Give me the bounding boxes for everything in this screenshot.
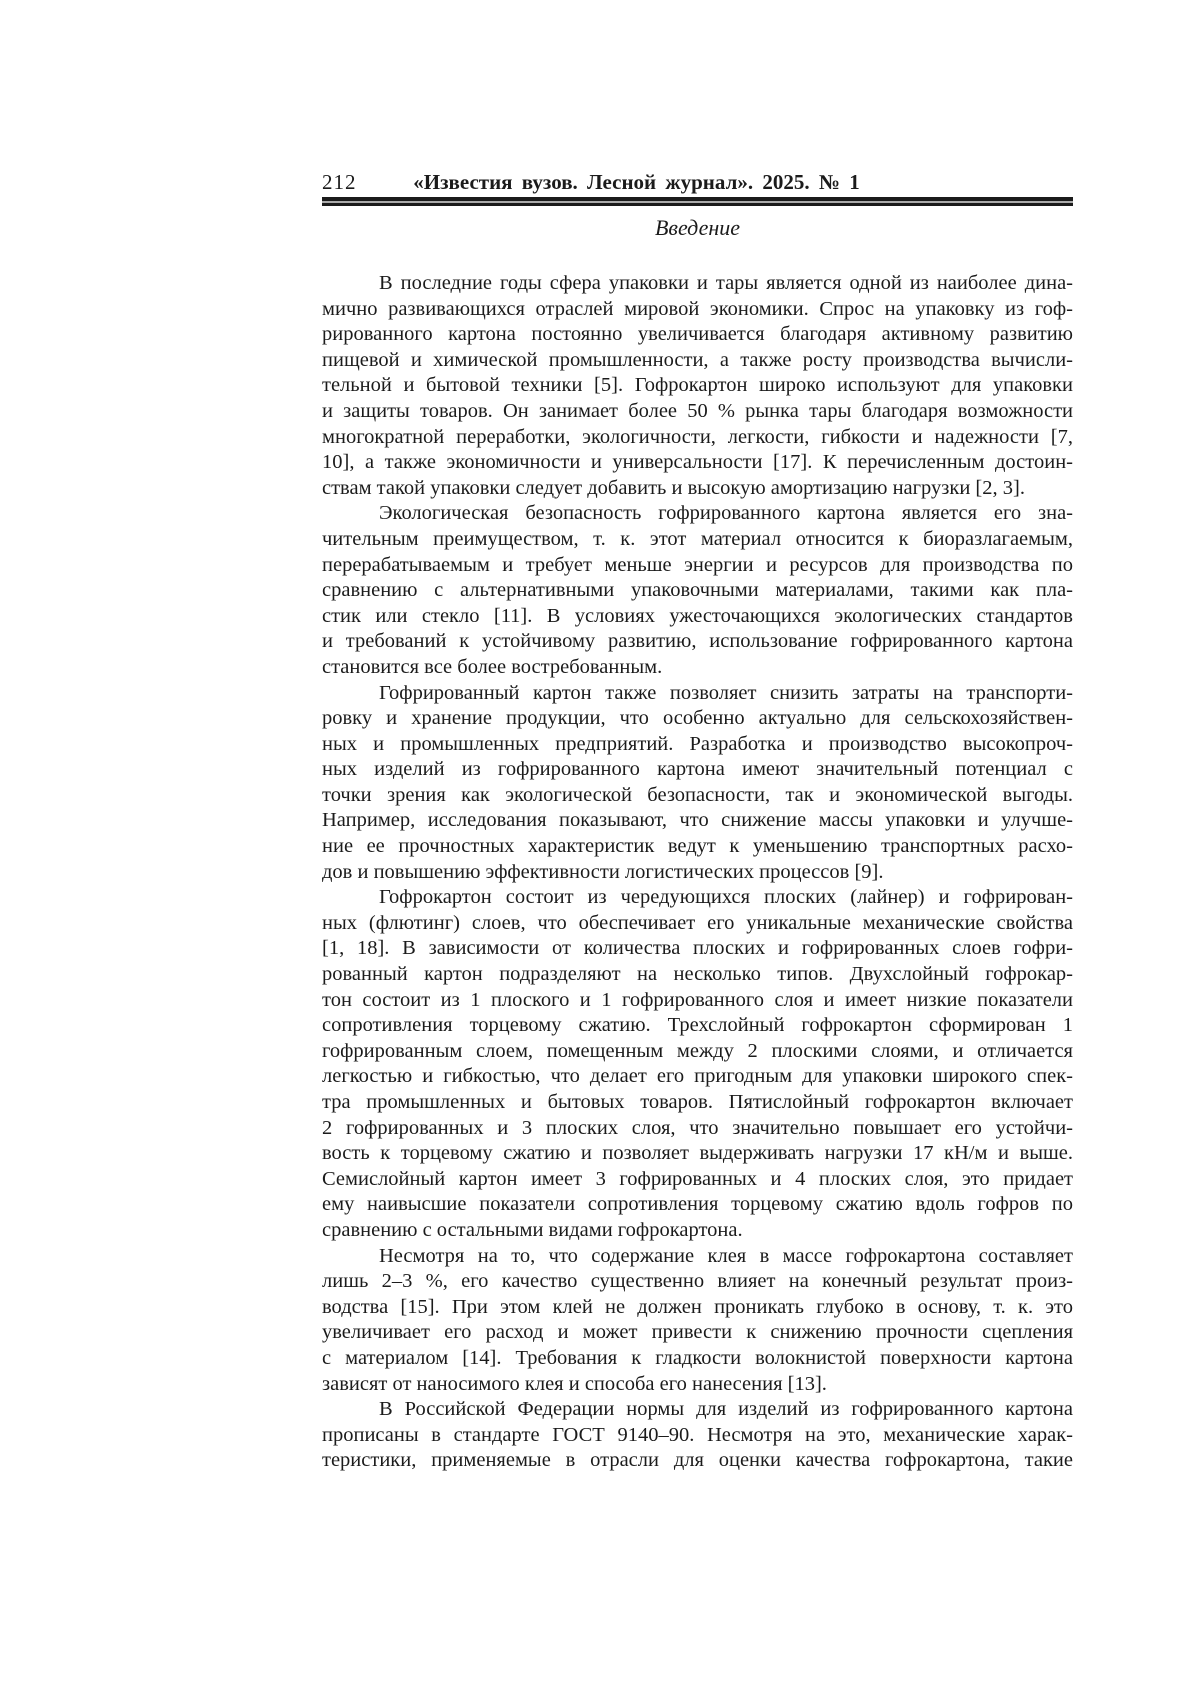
text-line: и защиты товаров. Он занимает более 50 % рынка тары благодаря возможности <box>322 399 1073 422</box>
text-line: Гофрокартон состоит из чередующихся плоских (лайнер) и гофрирован- <box>379 886 1073 909</box>
text-line: тон состоит из 1 плоского и 1 гофрированного слоя и имеет низкие показатели <box>322 988 1073 1011</box>
section-heading: Введение <box>654 215 741 240</box>
text-line: стик или стекло [11]. В условиях ужесточающихся экологических стандартов <box>322 604 1073 627</box>
text-line: прописаны в стандарте ГОСТ 9140–90. Несмотря на это, механические харак- <box>322 1423 1073 1446</box>
text-line: теристики, применяемые в отрасли для оценки качества гофрокартона, такие <box>322 1449 1073 1472</box>
text-line: 10], а также экономичности и универсальности [17]. К перечисленным достоин- <box>322 451 1073 474</box>
text-line: рированного картона постоянно увеличивается благодаря активному развитию <box>322 323 1073 346</box>
text-line: ему наивысшие показатели сопротивления торцевому сжатию вдоль гофров по <box>322 1193 1073 1216</box>
header-rule <box>322 197 1073 206</box>
text-line: ных и промышленных предприятий. Разработка и производство высокопроч- <box>322 732 1073 755</box>
text-line: и требований к устойчивому развитию, использование гофрированного картона <box>322 630 1073 653</box>
text-line: сравнению с альтернативными упаковочными материалами, такими как пла- <box>322 579 1073 602</box>
text-line: ных (флютинг) слоев, что обеспечивает его уникальные механические свойства <box>322 911 1073 934</box>
text-line: В Российской Федерации нормы для изделий из гофрированного картона <box>379 1398 1073 1421</box>
text-line: Несмотря на то, что содержание клея в массе гофрокартона составляет <box>379 1244 1073 1267</box>
text-line: рованный картон подразделяют на несколько типов. Двухслойный гофрокар- <box>322 963 1073 986</box>
text-line: сравнению с остальными видами гофрокартона. <box>322 1218 743 1241</box>
page-header <box>322 170 1073 196</box>
text-line: сопротивления торцевому сжатию. Трехслойный гофрокартон сформирован 1 <box>322 1014 1073 1037</box>
text-line: пищевой и химической промышленности, а также росту производства вычисли- <box>322 348 1073 371</box>
text-line: Например, исследования показывают, что снижение массы упаковки и улучше- <box>322 809 1073 832</box>
text-line: дов и повышению эффективности логистических процессов [9]. <box>322 860 884 883</box>
text-line: Семислойный картон имеет 3 гофрированных и 4 плоских слоя, это придает <box>322 1167 1073 1190</box>
text-line: Экологическая безопасность гофрированного картона является его зна- <box>379 502 1073 525</box>
text-line: [1, 18]. В зависимости от количества плоских и гофрированных слоев гофри- <box>322 937 1073 960</box>
text-line: ровку и хранение продукции, что особенно актуально для сельскохозяйствен- <box>322 707 1073 730</box>
text-line: становится все более востребованным. <box>322 655 663 678</box>
text-line: легкостью и гибкостью, что делает его пригодным для упаковки широкого спек- <box>322 1065 1073 1088</box>
text-line: ствам такой упаковки следует добавить и высокую амортизацию нагрузки [2, 3]. <box>322 476 1025 499</box>
text-line: увеличивает его расход и может привести к снижению прочности сцепления <box>322 1321 1073 1344</box>
text-line: лишь 2–3 %, его качество существенно влияет на конечный результат произ- <box>322 1270 1073 1293</box>
journal-title: «Известия вузов. Лесной журнал». 2025. № 1 <box>413 170 860 194</box>
text-line: водства [15]. При этом клей не должен проникать глубоко в основу, т. к. это <box>322 1295 1073 1318</box>
text-line: мично развивающихся отраслей мировой экономики. Спрос на упаковку из гоф- <box>322 297 1073 320</box>
text-line: тра промышленных и бытовых товаров. Пятислойный гофрокартон включает <box>322 1091 1073 1113</box>
text-line: ных изделий из гофрированного картона имеют значительный потенциал с <box>322 758 1073 781</box>
text-line: чительным преимуществом, т. к. этот материал относится к биоразлагаемым, <box>322 527 1073 550</box>
text-line: вость к торцевому сжатию и позволяет выдерживать нагрузки 17 кН/м и выше. <box>322 1142 1073 1165</box>
text-line: В последние годы сфера упаковки и тары является одной из наиболее дина- <box>379 272 1073 294</box>
article-body <box>322 271 1073 1474</box>
text-line: зависят от наносимого клея и способа его нанесения [13]. <box>322 1372 827 1395</box>
text-line: многократной переработки, экологичности, легкости, гибкости и надежности [7, <box>322 425 1073 448</box>
text-line: тельной и бытовой техники [5]. Гофрокартон широко используют для упаковки <box>322 374 1073 397</box>
text-line: с материалом [14]. Требования к гладкости волокнистой поверхности картона <box>322 1346 1073 1369</box>
text-line: гофрированным слоем, помещенным между 2 плоскими слоями, и отличается <box>322 1039 1073 1062</box>
page-number: 212 <box>322 170 357 194</box>
text-line: точки зрения как экологической безопасности, так и экономической выгоды. <box>322 783 1073 806</box>
text-line: Гофрированный картон также позволяет снизить затраты на транспорти- <box>379 681 1073 704</box>
text-line: ние ее прочностных характеристик ведут к уменьшению транспортных расхо- <box>322 835 1073 858</box>
text-line: 2 гофрированных и 3 плоских слоя, что значительно повышает его устойчи- <box>322 1116 1073 1139</box>
text-line: перерабатываемым и требует меньше энергии и ресурсов для производства по <box>322 553 1073 576</box>
